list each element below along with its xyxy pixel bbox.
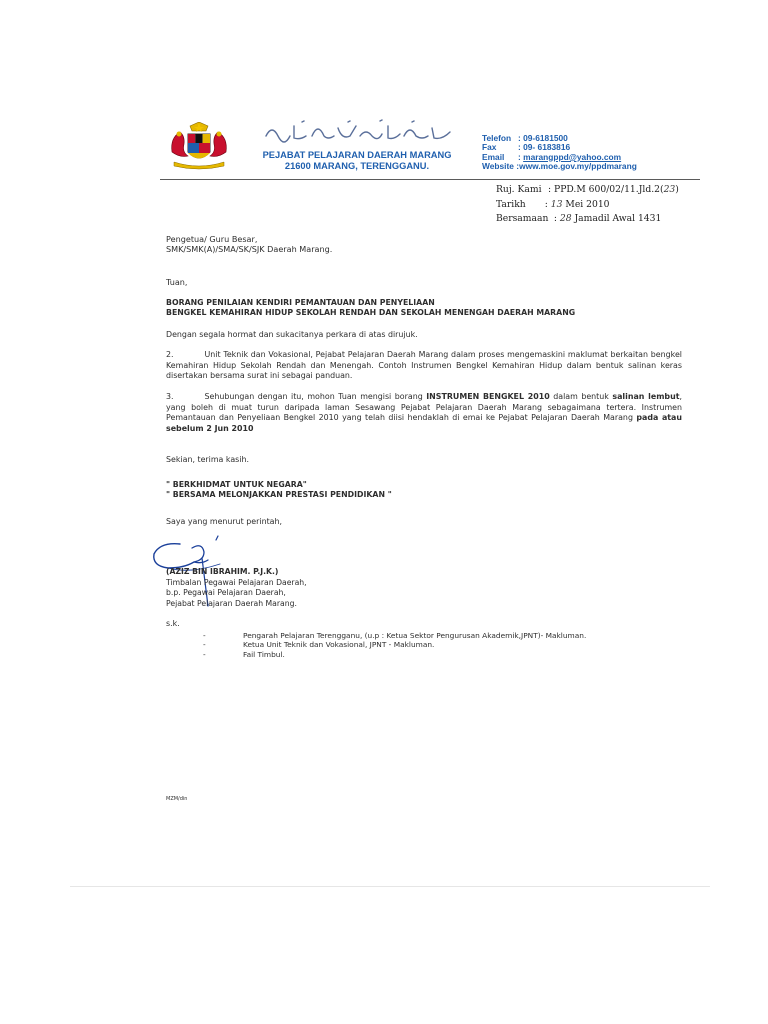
office-name-line1: PEJABAT PELAJARAN DAERAH MARANG — [262, 150, 452, 160]
paragraph-3 — [166, 392, 682, 434]
salutation: Tuan, — [166, 277, 188, 287]
contact-block — [482, 134, 637, 172]
fax-value: : 09- 6183816 — [518, 142, 571, 153]
subject-line1: BORANG PENILAIAN KENDIRI PEMANTAUAN DAN PENYELIAAN — [166, 298, 435, 307]
bersamaan-handwritten: 28 — [559, 213, 572, 224]
motto-line2: " BERSAMA MELONJAKKAN PRESTASI PENDIDIKAN " — [166, 490, 392, 499]
tarikh-row — [496, 198, 679, 213]
bersamaan-row — [496, 212, 679, 227]
telefon-value: : 09-6181500 — [518, 133, 568, 143]
website-label: Website — [482, 161, 514, 172]
addressee-line1: Pengetua/ Guru Besar, — [166, 234, 258, 244]
cc-item — [203, 640, 586, 649]
paragraph-2 — [166, 350, 682, 382]
signatory-name: (AZIZ BIN IBRAHIM. P.J.K.) — [166, 567, 279, 576]
sign-off: Saya yang menurut perintah, — [166, 517, 283, 526]
signatory-title1: Timbalan Pegawai Pelajaran Daerah, — [166, 577, 307, 587]
paragraph-3-bold2: salinan lembut — [612, 392, 680, 401]
paragraph-2-text: Unit Teknik dan Vokasional, Pejabat Pelajaran Daerah Marang dalam proses mengemaskini maklumat berkaitan bengkel Kemahiran Hidup Sekolah Rendah dan Menengah. Contoh Instrumen Bengkel Kemahiran Hidup dalam bentuk salinan keras disertakan bersama surat ini sebagai panduan. — [166, 350, 682, 381]
addressee — [166, 234, 332, 255]
subject-line2: BENGKEL KEMAHIRAN HIDUP SEKOLAH RENDAH DAN SEKOLAH MENENGAH DAERAH MARANG — [166, 308, 576, 317]
email-separator: : — [518, 151, 521, 162]
tarikh-separator: : — [544, 198, 548, 210]
paragraph-3-part3: , yang boleh di muat turun daripada laman Sesawang Pejabat Pelajaran Daerah Marang sebagaimana tertera. Instrumen Pemantauan dan Penyeliaan Bengkel 2010 yang telah diisi hendaklah di emai ke Pejabat Pelajaran Daerah Marang — [166, 392, 682, 423]
bersamaan-label: Bersamaan — [496, 213, 549, 224]
paragraph-3-bold1: INSTRUMEN BENGKEL 2010 — [426, 392, 550, 401]
website-row — [482, 162, 637, 171]
ruj-handwritten: 23 — [663, 184, 676, 195]
cc-item-text: Pengarah Pelajaran Terengganu, (u.p : Ketua Sektor Pengurusan Akademik,JPNT)- Makluman. — [243, 631, 587, 640]
cc-item-text: Fail Timbul. — [243, 649, 285, 659]
coat-of-arms-icon — [166, 122, 232, 170]
ruj-value: : PPD.M 600/02/11.Jld.2( — [548, 184, 664, 195]
paragraph-3-part2: dalam bentuk — [549, 392, 613, 401]
office-name — [254, 150, 460, 172]
cc-label: s.k. — [166, 619, 180, 628]
telefon-label: Telefon — [482, 133, 512, 143]
ruj-close: ) — [675, 184, 679, 195]
initials: MZM/din — [166, 796, 188, 802]
signatory-title3: Pejabat Pelajaran Daerah Marang. — [166, 598, 297, 608]
jawi-header-lettering — [262, 118, 458, 144]
tarikh-value: Mei 2010 — [562, 198, 610, 210]
page-edge — [70, 886, 710, 887]
mottos — [166, 480, 392, 500]
cc-list — [203, 631, 586, 659]
fax-label: Fax — [482, 142, 497, 153]
cc-bullet: - — [203, 649, 206, 659]
addressee-line2: SMK/SMK(A)/SMA/SK/SJK Daerah Marang. — [166, 244, 333, 255]
paragraph-2-number: 2. — [166, 350, 174, 359]
paragraph-3-part1: Sehubungan dengan itu, mohon Tuan mengisi borang — [204, 392, 427, 401]
opening-line: Dengan segala hormat dan sukacitanya perkara di atas dirujuk. — [166, 330, 418, 339]
ruj-row — [496, 183, 679, 198]
ruj-label: Ruj. Kami — [496, 184, 542, 195]
email-link[interactable]: marangppd@yahoo.com — [523, 151, 622, 162]
letterhead-divider — [160, 179, 700, 180]
cc-bullet: - — [203, 631, 206, 640]
signatory-block — [166, 567, 307, 609]
bersamaan-separator: : — [553, 213, 557, 224]
cc-item — [203, 650, 586, 659]
signatory-title2: b.p. Pegawai Pelajaran Daerah, — [166, 588, 286, 598]
subject — [166, 298, 575, 318]
office-name-line2: 21600 MARANG, TERENGGANU. — [284, 161, 430, 171]
website-link[interactable]: :www.moe.gov.my/ppdmarang — [516, 161, 637, 172]
cc-bullet: - — [203, 640, 206, 650]
paragraph-3-number: 3. — [166, 392, 174, 401]
closing: Sekian, terima kasih. — [166, 455, 249, 464]
email-label: Email — [482, 151, 505, 162]
tarikh-label: Tarikh — [496, 198, 526, 210]
cc-item — [203, 631, 586, 640]
tarikh-handwritten: 13 — [550, 198, 563, 210]
motto-line1: " BERKHIDMAT UNTUK NEGARA" — [166, 480, 307, 489]
reference-block — [496, 183, 679, 227]
cc-item-text: Ketua Unit Teknik dan Vokasional, JPNT - Makluman. — [243, 640, 435, 650]
bersamaan-value: Jamadil Awal 1431 — [571, 213, 662, 224]
paragraph-3-bold3: pada atau sebelum 2 Jun 2010 — [166, 413, 682, 433]
